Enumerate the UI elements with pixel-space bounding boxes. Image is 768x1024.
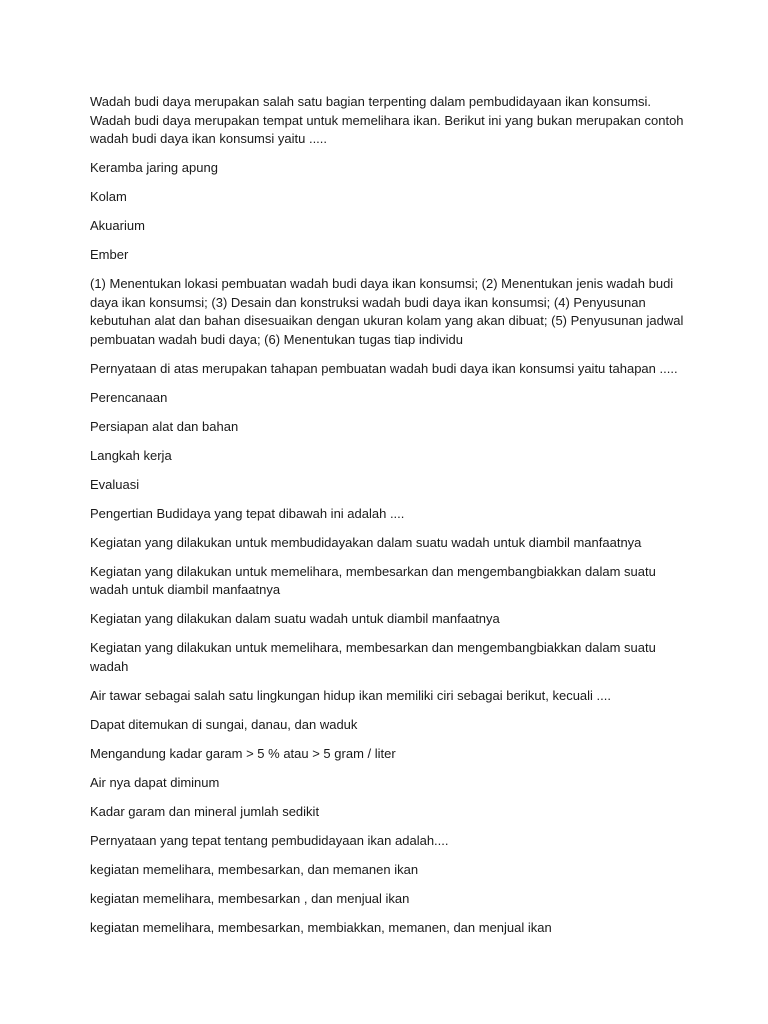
question-1-option: Kolam bbox=[90, 189, 127, 204]
question-3-option: Kegiatan yang dilakukan dalam suatu wadah untuk diambil manfaatnya bbox=[90, 611, 500, 626]
question-3-option: Kegiatan yang dilakukan untuk membudidayakan dalam suatu wadah untuk diambil manfaatnya bbox=[90, 534, 642, 550]
question-1-option: Akuarium bbox=[90, 218, 145, 233]
question-5-option: kegiatan memelihara, membesarkan, dan memanen ikan bbox=[90, 861, 419, 877]
question-2-option: Langkah kerja bbox=[90, 447, 172, 463]
question-1-option: Ember bbox=[90, 247, 129, 262]
question-1-text: Wadah budi daya merupakan salah satu bagian terpenting dalam pembudidayaan ikan konsumsi. Wadah budi daya merupakan tempat untuk memelihara ikan. Berikut ini yang bukan merupakan contoh wadah budi daya ikan konsumsi yaitu ..... bbox=[90, 94, 684, 146]
question-4-text: Air tawar sebagai salah satu lingkungan hidup ikan memiliki ciri sebagai berikut, kecuali .... bbox=[90, 687, 611, 703]
question-5-option: kegiatan memelihara, membesarkan , dan menjual ikan bbox=[90, 890, 410, 906]
question-3-option: Kegiatan yang dilakukan untuk memelihara, membesarkan dan mengembangbiakkan dalam suatu wadah bbox=[90, 640, 656, 674]
question-2-statement: (1) Menentukan lokasi pembuatan wadah budi daya ikan konsumsi; (2) Menentukan jenis wadah budi daya ikan konsumsi; (3) Desain dan konstruksi wadah budi daya ikan konsumsi; (4) Penyusunan kebutuhan alat dan bahan disesuaikan dengan ukuran kolam yang akan dibuat; (5) Penyusunan jadwal pembuatan wadah budi daya; (6) Menentukan tugas tiap individu bbox=[90, 276, 684, 347]
question-3-text: Pengertian Budidaya yang tepat dibawah ini adalah .... bbox=[90, 505, 405, 521]
question-3-option: Kegiatan yang dilakukan untuk memelihara, membesarkan dan mengembangbiakkan dalam suatu wadah untuk diambil manfaatnya bbox=[90, 563, 656, 597]
question-4-option: Air nya dapat diminum bbox=[90, 774, 220, 790]
question-4-option: Kadar garam dan mineral jumlah sedikit bbox=[90, 803, 320, 819]
question-4-option: Dapat ditemukan di sungai, danau, dan waduk bbox=[90, 716, 358, 732]
question-5-text: Pernyataan yang tepat tentang pembudidayaan ikan adalah.... bbox=[90, 832, 449, 848]
question-2-option: Evaluasi bbox=[90, 476, 140, 492]
question-2-text: Pernyataan di atas merupakan tahapan pembuatan wadah budi daya ikan konsumsi yaitu tahapan ..... bbox=[90, 360, 678, 376]
document-page bbox=[90, 93, 690, 948]
question-5-option: kegiatan memelihara, membesarkan, membiakkan, memanen, dan menjual ikan bbox=[90, 919, 552, 935]
question-1-option: Keramba jaring apung bbox=[90, 160, 218, 175]
question-2-option: Persiapan alat dan bahan bbox=[90, 418, 239, 434]
question-2-option: Perencanaan bbox=[90, 389, 168, 405]
question-4-option: Mengandung kadar garam > 5 % atau > 5 gram / liter bbox=[90, 745, 396, 761]
